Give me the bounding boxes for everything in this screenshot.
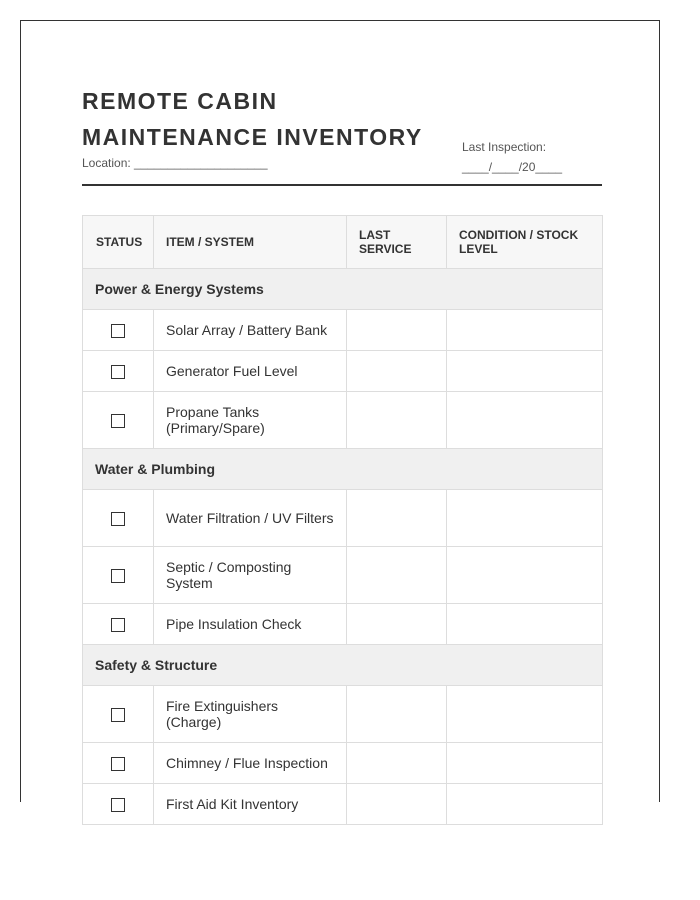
table-row <box>83 604 603 645</box>
status-cell <box>83 604 154 645</box>
status-checkbox[interactable] <box>111 365 125 379</box>
status-cell <box>83 743 154 784</box>
item-name: Chimney / Flue Inspection <box>154 743 347 784</box>
last-service-cell[interactable] <box>347 743 447 784</box>
table-row <box>83 743 603 784</box>
item-name: Septic / Composting System <box>154 547 347 604</box>
item-name: Solar Array / Battery Bank <box>154 310 347 351</box>
condition-cell[interactable] <box>447 490 603 547</box>
table-row <box>83 310 603 351</box>
column-header-condition: CONDITION / STOCK LEVEL <box>447 216 603 269</box>
section-row <box>83 645 603 686</box>
status-cell <box>83 392 154 449</box>
table-row <box>83 547 603 604</box>
condition-cell[interactable] <box>447 604 603 645</box>
status-checkbox[interactable] <box>111 798 125 812</box>
column-header-last-service: LAST SERVICE <box>347 216 447 269</box>
status-checkbox[interactable] <box>111 708 125 722</box>
condition-cell[interactable] <box>447 686 603 743</box>
status-cell <box>83 351 154 392</box>
last-inspection-label: Last Inspection: <box>462 140 547 154</box>
condition-cell[interactable] <box>447 392 603 449</box>
status-checkbox[interactable] <box>111 512 125 526</box>
last-service-cell[interactable] <box>347 784 447 825</box>
page-title: REMOTE CABIN MAINTENANCE INVENTORY <box>82 88 423 150</box>
status-cell <box>83 784 154 825</box>
last-service-cell[interactable] <box>347 310 447 351</box>
status-checkbox[interactable] <box>111 324 125 338</box>
condition-cell[interactable] <box>447 310 603 351</box>
item-name: Fire Extinguishers (Charge) <box>154 686 347 743</box>
section-title: Safety & Structure <box>83 645 603 686</box>
table-row <box>83 686 603 743</box>
item-name: Generator Fuel Level <box>154 351 347 392</box>
last-service-cell[interactable] <box>347 604 447 645</box>
table-row <box>83 490 603 547</box>
last-inspection-date-field: ____/____/20____ <box>462 160 563 174</box>
status-cell <box>83 547 154 604</box>
status-cell <box>83 310 154 351</box>
inventory-sheet <box>20 20 660 812</box>
table-header-row <box>83 216 603 269</box>
item-name: Water Filtration / UV Filters <box>154 490 347 547</box>
last-service-cell[interactable] <box>347 686 447 743</box>
last-service-cell[interactable] <box>347 392 447 449</box>
status-checkbox[interactable] <box>111 414 125 428</box>
sheet-header <box>82 83 602 186</box>
condition-cell[interactable] <box>447 784 603 825</box>
location-field: Location: ____________________ <box>82 156 268 170</box>
condition-cell[interactable] <box>447 351 603 392</box>
item-name: Propane Tanks (Primary/Spare) <box>154 392 347 449</box>
condition-cell[interactable] <box>447 547 603 604</box>
table-row <box>83 784 603 825</box>
status-checkbox[interactable] <box>111 618 125 632</box>
column-header-item: ITEM / SYSTEM <box>154 216 347 269</box>
status-checkbox[interactable] <box>111 569 125 583</box>
status-checkbox[interactable] <box>111 757 125 771</box>
column-header-status: STATUS <box>83 216 154 269</box>
table-row <box>83 392 603 449</box>
section-title: Water & Plumbing <box>83 449 603 490</box>
table-row <box>83 351 603 392</box>
item-name: Pipe Insulation Check <box>154 604 347 645</box>
status-cell <box>83 490 154 547</box>
section-row <box>83 449 603 490</box>
status-cell <box>83 686 154 743</box>
last-service-cell[interactable] <box>347 490 447 547</box>
last-inspection-block <box>462 137 562 177</box>
section-title: Power & Energy Systems <box>83 269 603 310</box>
last-service-cell[interactable] <box>347 351 447 392</box>
item-name: First Aid Kit Inventory <box>154 784 347 825</box>
inventory-table <box>82 215 603 825</box>
section-row <box>83 269 603 310</box>
last-service-cell[interactable] <box>347 547 447 604</box>
condition-cell[interactable] <box>447 743 603 784</box>
